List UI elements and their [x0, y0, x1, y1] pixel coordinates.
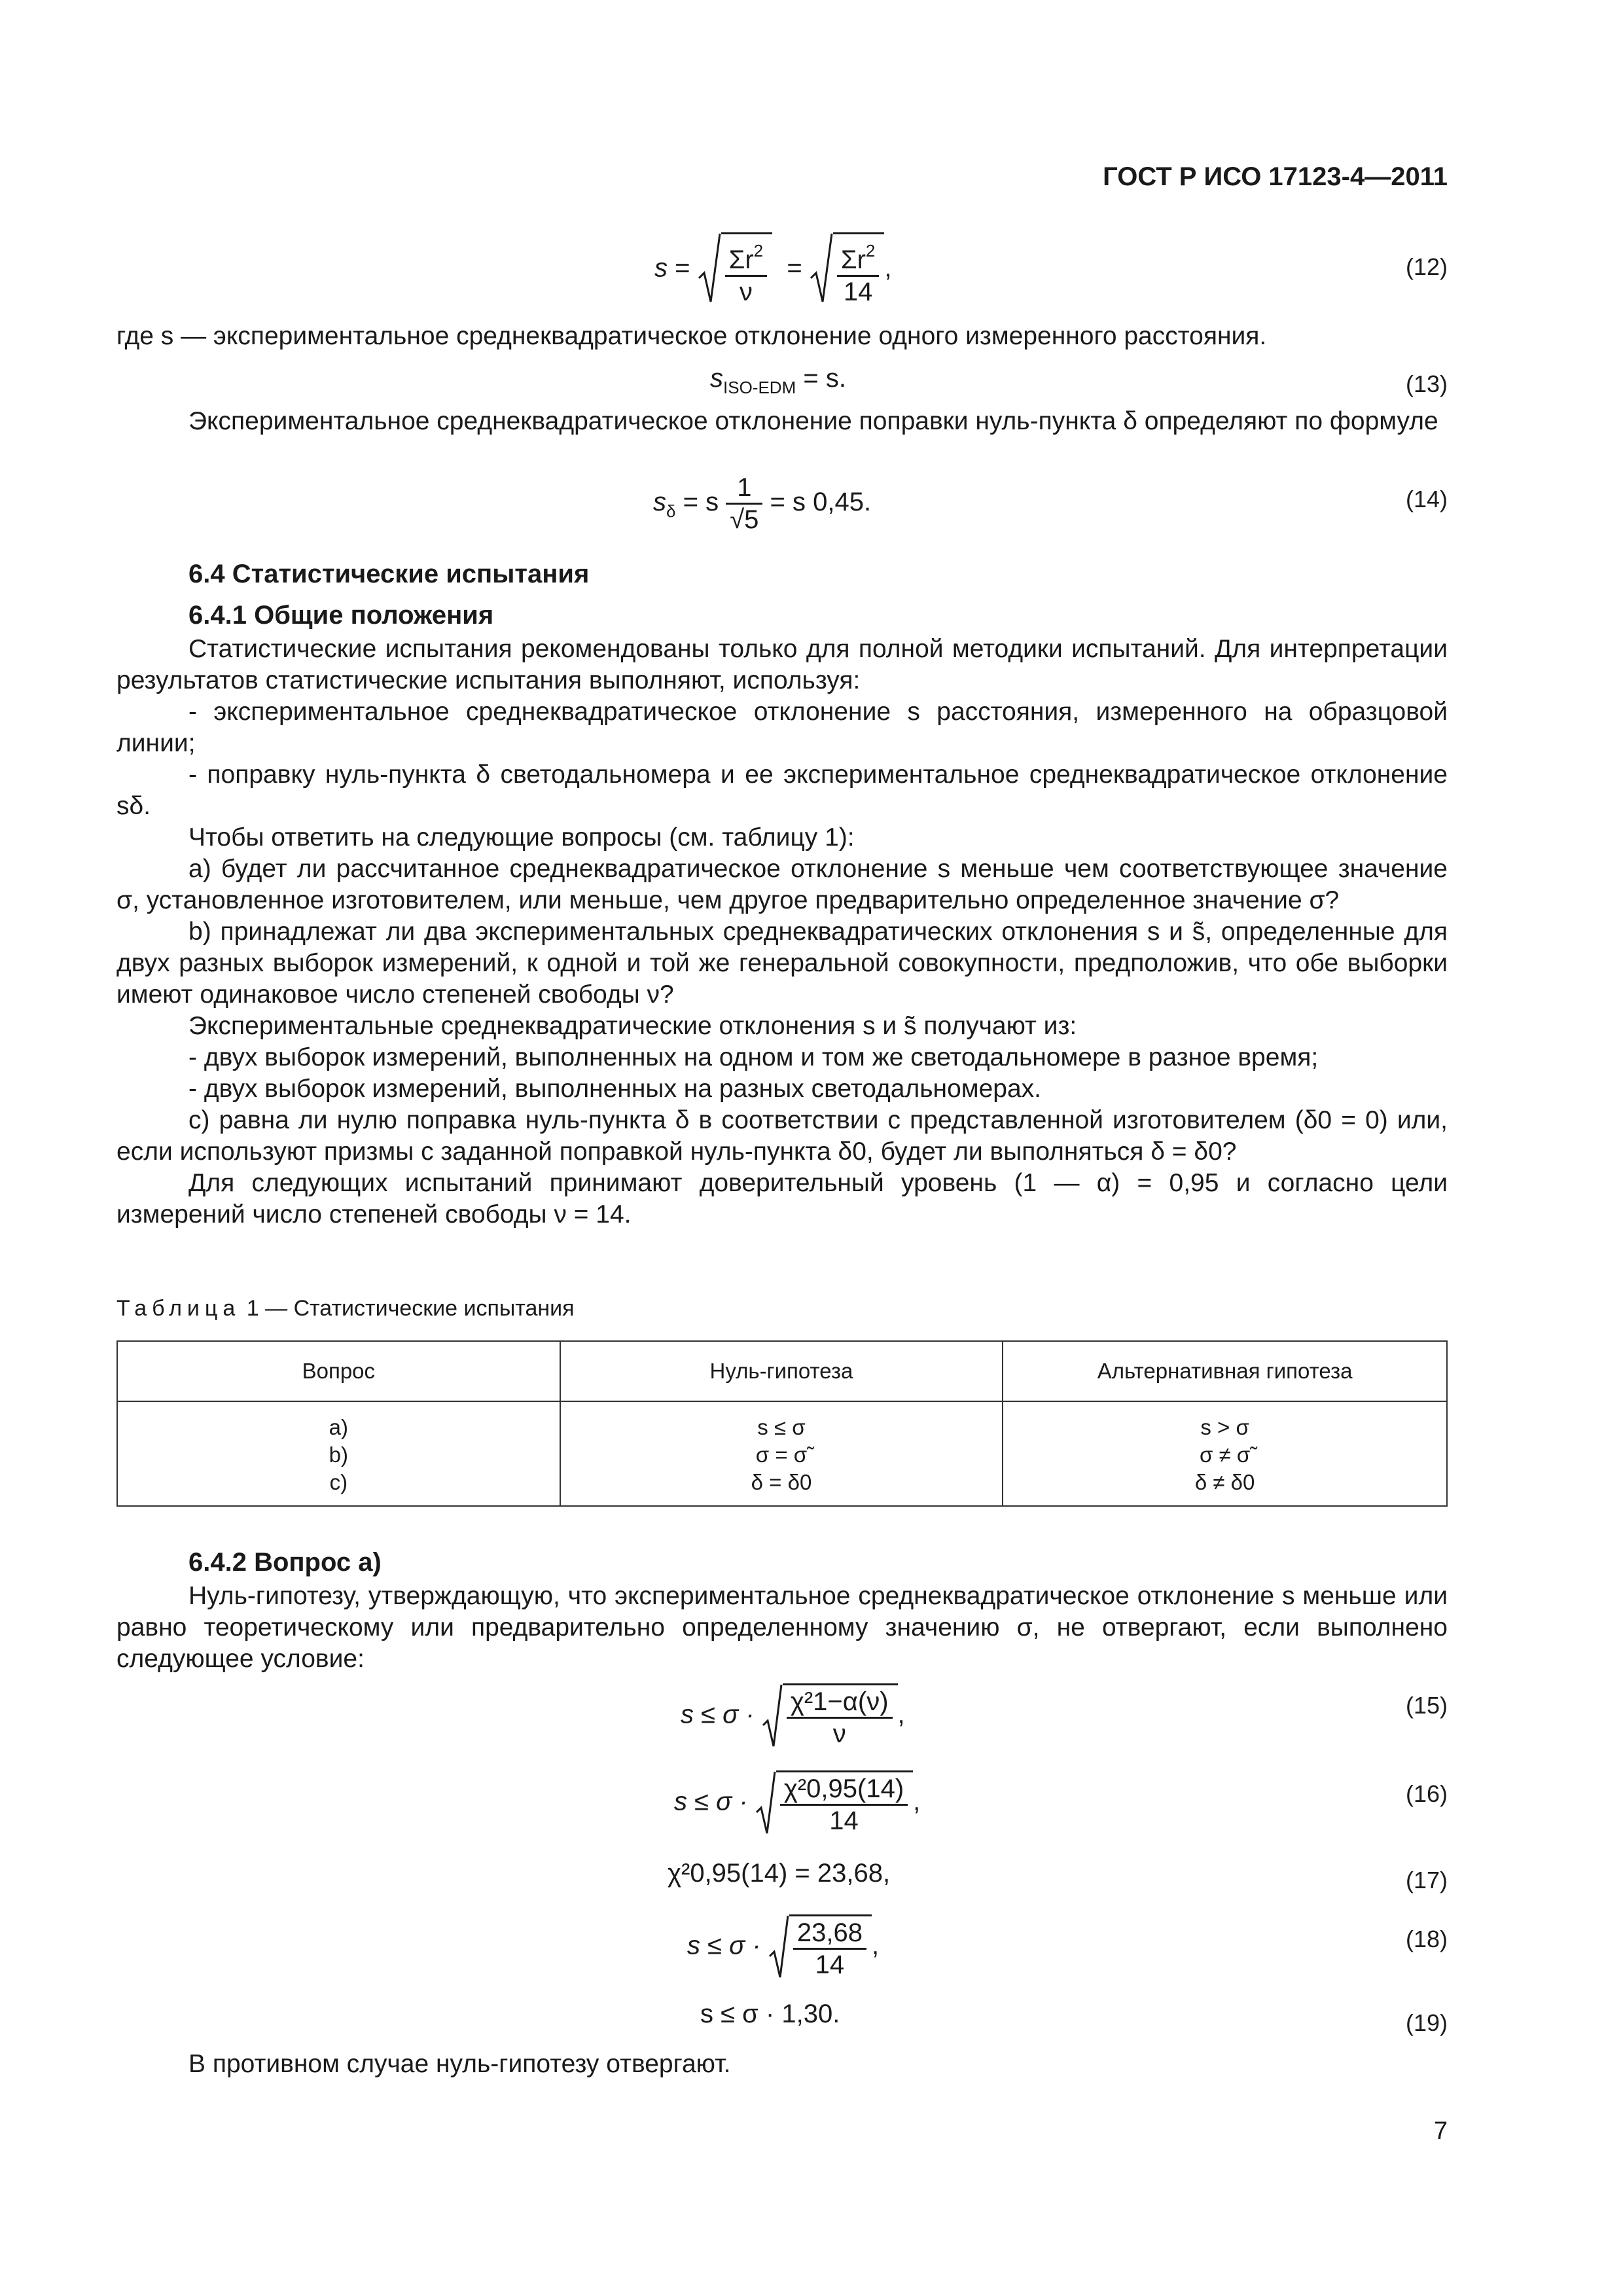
- table-row: [117, 1401, 1447, 1506]
- sqrt-symbol: $\frac{\Sigma r^2}{14}$: [810, 232, 885, 307]
- equation-17: χ²0,95(14) = 23,68,: [668, 1859, 891, 1888]
- equation-15: s ≤ σ · $\frac{\text{χ²1−α(ν)}}{\nu}$ ,: [681, 1683, 905, 1749]
- list-item: - двух выборок измерений, выполненных на разных светодальномерах.: [188, 1075, 1041, 1103]
- table-cell-questions: a) b) c): [117, 1401, 560, 1506]
- paragraph: В противном случае нуль-гипотезу отвергают.: [188, 2050, 731, 2078]
- subsection-heading: 6.4.2 Вопрос a): [188, 1548, 382, 1577]
- list-item: - двух выборок измерений, выполненных на одном и том же светодальномере в разное время;: [188, 1043, 1319, 1071]
- paragraph: где s — экспериментальное среднеквадратическое отклонение одного измеренного расстояния.: [116, 322, 1267, 350]
- table-header-row: [117, 1341, 1447, 1401]
- document-code: ГОСТ Р ИСО 17123-4—2011: [1103, 162, 1448, 191]
- paragraph: Экспериментальные среднеквадратические отклонения s и s̃ получают из:: [188, 1012, 1077, 1040]
- equation-14: $s_\delta = s$ $\frac{1}{√5}$ = s 0,45.: [653, 473, 872, 534]
- equation-19: s ≤ σ · 1,30.: [700, 2000, 840, 2028]
- list-item: - экспериментальное среднеквадратическое отклонение s расстояния, измеренного на образцовой линии;: [116, 698, 1448, 757]
- paragraph: Чтобы ответить на следующие вопросы (см. таблицу 1):: [188, 823, 855, 852]
- equation-number: (18): [1405, 1926, 1448, 1952]
- list-item: c) равна ли нулю поправка нуль-пункта δ в соответствии с представленной изготовителем (δ0 = 0) или, если используют призмы с заданной поправкой нуль-пункта δ0, будет ли выполняться δ = δ0?: [116, 1106, 1448, 1166]
- equation-number: (16): [1405, 1780, 1448, 1807]
- table-header-cell: Альтернативная гипотеза: [1003, 1341, 1447, 1401]
- statistical-tests-table: [116, 1340, 1448, 1507]
- equation-number: (13): [1405, 370, 1448, 397]
- paragraph: Нуль-гипотезу, утверждающую, что экспериментальное среднеквадратическое отклонение s меньше или равно теоретическому или предварительно определенному значению σ, не отвергают, если выполнено следующее условие:: [116, 1582, 1448, 1673]
- subsection-heading: 6.4.1 Общие положения: [188, 601, 494, 630]
- equation-number: (17): [1405, 1867, 1448, 1893]
- equation-number: (15): [1405, 1692, 1448, 1719]
- table-header-cell: Вопрос: [117, 1341, 560, 1401]
- sqrt-symbol: $\frac{\Sigma r^2}{\nu}$: [698, 232, 773, 307]
- equation-13: $s_{ISO-EDM} = s$.: [710, 364, 846, 397]
- table-cell-null-hypothesis: s ≤ σ σ = σ̃ δ = δ0: [560, 1401, 1003, 1506]
- list-item: - поправку нуль-пункта δ светодальномера и ее экспериментальное среднеквадратическое отклонение sδ.: [116, 761, 1448, 820]
- equation-12: s = $\frac{\Sigma r^2}{\nu}$ = $\frac{\Sigma r^2}{14}$ ,: [654, 232, 891, 307]
- list-item: a) будет ли рассчитанное среднеквадратическое отклонение s меньше чем соответствующее значение σ, установленное изготовителем, или меньше, чем другое предварительно определенное значение σ?: [116, 855, 1448, 914]
- list-item: b) принадлежат ли два экспериментальных среднеквадратических отклонения s и s̃, определенные для двух разных выборок измерений, к одной и той же генеральной совокупности, предположив, что обе выборки имеют одинаковое число степеней свободы ν?: [116, 918, 1448, 1009]
- equation-number: (19): [1405, 2009, 1448, 2036]
- table-caption: Таблица 1 — Статистические испытания: [116, 1296, 575, 1321]
- table-cell-alt-hypothesis: s > σ σ ≠ σ̃ δ ≠ δ0: [1003, 1401, 1447, 1506]
- section-body: [116, 634, 1448, 1230]
- paragraph: Статистические испытания рекомендованы только для полной методики испытаний. Для интерпретации результатов статистические испытания выполняют, используя:: [116, 635, 1448, 694]
- table-header-cell: Нуль-гипотеза: [560, 1341, 1003, 1401]
- paragraph: Для следующих испытаний принимают доверительный уровень (1 — α) = 0,95 и согласно цели измерений число степеней свободы ν = 14.: [116, 1169, 1448, 1229]
- equation-18: s ≤ σ · $\frac{23,68}{14}$ ,: [687, 1914, 879, 1980]
- page-number: 7: [1433, 2117, 1448, 2145]
- sqrt-symbol: $\frac{\text{χ²0,95(14)}}{14}$: [755, 1770, 913, 1836]
- paragraph: Экспериментальное среднеквадратическое отклонение поправки нуль-пункта δ определяют по формуле: [188, 407, 1438, 435]
- equation-number: (14): [1405, 486, 1448, 512]
- equation-number: (12): [1405, 253, 1448, 280]
- sqrt-symbol: $\frac{\text{χ²1−α(ν)}}{\nu}$: [762, 1683, 898, 1749]
- equation-16: s ≤ σ · $\frac{\text{χ²0,95(14)}}{14}$ ,: [674, 1770, 920, 1836]
- section-heading: 6.4 Статистические испытания: [188, 560, 590, 588]
- sqrt-symbol: $\frac{23,68}{14}$: [768, 1914, 872, 1980]
